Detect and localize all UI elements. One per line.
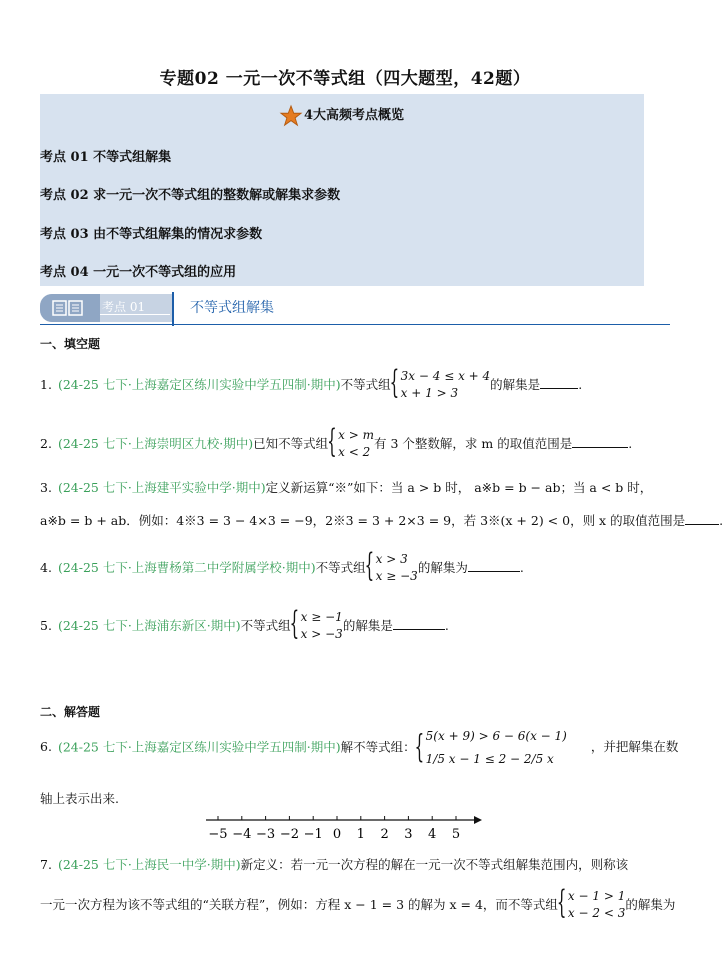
inequality-system: { x > m x < 2 bbox=[328, 427, 374, 462]
number-line-tick-label: 2 bbox=[380, 827, 389, 842]
overview-item-2: 考点 02 求一元一次不等式组的整数解或解集求参数 bbox=[40, 188, 341, 203]
overview-box bbox=[40, 94, 644, 286]
answer-blank[interactable] bbox=[685, 524, 719, 525]
banner-rule bbox=[40, 324, 670, 325]
number-line-tick-label: 3 bbox=[404, 827, 413, 842]
number-line-tick-label: 5 bbox=[451, 827, 461, 842]
section-answer-heading: 二、解答题 bbox=[40, 705, 101, 719]
answer-blank[interactable] bbox=[572, 447, 628, 448]
question-6: 6. (24-25 七下·上海嘉定区练川实验中学五四制·期中)解不等式组： { 5(x + 9) > 6 − 6(x − 1) 1/5 x − 1 ≤ 2 − 2/5 x ，并把解集在数 bbox=[40, 725, 678, 771]
inequality-system: { x ≥ −1 x > −3 bbox=[291, 609, 343, 644]
number-line-tick-label: −1 bbox=[303, 827, 323, 842]
inequality-system: { 5(x + 9) > 6 − 6(x − 1) 1/5 x − 1 ≤ 2 − 2/5 x bbox=[416, 725, 567, 771]
book-icon bbox=[52, 300, 84, 316]
question-4: 4. (24-25 七下·上海曹杨第二中学附属学校·期中)不等式组 { x > 3 x ≥ −3 的解集为 . bbox=[40, 551, 524, 586]
inequality-system: { 3x − 4 ≤ x + 4 x + 1 > 3 bbox=[391, 368, 491, 403]
section-banner bbox=[40, 292, 670, 326]
banner-separator bbox=[172, 292, 174, 326]
number-line-tick-label: 4 bbox=[428, 827, 437, 842]
question-7: 7. (24-25 七下·上海民一中学·期中)新定义：若一元一次方程的解在一元一次不等式组解集范围内，则称该 bbox=[40, 857, 629, 872]
question-source: (24-25 七下·上海嘉定区练川实验中学五四制·期中) bbox=[57, 376, 341, 392]
number-line-tick-label: 1 bbox=[356, 827, 365, 842]
question-source: (24-25 七下·上海建平实验中学·期中) bbox=[57, 480, 266, 495]
question-1: 1. (24-25 七下·上海嘉定区练川实验中学五四制·期中)不等式组 { 3x − 4 ≤ x + 4 x + 1 > 3 的解集是 . bbox=[40, 368, 582, 403]
page-title: 专题02 一元一次不等式组（四大题型，42题） bbox=[159, 69, 531, 89]
banner-tab-underline bbox=[100, 314, 170, 315]
question-3-line-2: a※b = b + ab．例如：4※3 = 3 − 4×3 = −9，2※3 = 3 + 2×3 = 9，若 3※(x + 2) < 0，则 x 的取值范围是 . bbox=[40, 513, 723, 528]
question-5: 5. (24-25 七下·上海浦东新区·期中)不等式组 { x ≥ −1 x > −3 的解集是 . bbox=[40, 609, 449, 644]
inequality-system: { x − 1 > 1 x − 2 < 3 bbox=[558, 888, 625, 923]
banner-topic: 不等式组解集 bbox=[190, 300, 274, 316]
inequality-system: { x > 3 x ≥ −3 bbox=[366, 551, 418, 586]
banner-tab-label: 考点 01 bbox=[102, 300, 146, 314]
number-line-tick-label: −2 bbox=[279, 827, 299, 842]
overview-item-4: 考点 04 一元一次不等式组的应用 bbox=[40, 265, 237, 280]
star-icon bbox=[280, 105, 302, 127]
overview-item-3: 考点 03 由不等式组解集的情况求参数 bbox=[40, 227, 263, 242]
number-line-tick-label: −5 bbox=[208, 827, 228, 842]
question-source: (24-25 七下·上海崇明区九校·期中) bbox=[57, 435, 254, 451]
answer-blank[interactable] bbox=[468, 571, 520, 572]
overview-item-1: 考点 01 不等式组解集 bbox=[40, 150, 172, 165]
question-source: (24-25 七下·上海民一中学·期中) bbox=[57, 857, 241, 872]
question-2: 2. (24-25 七下·上海崇明区九校·期中)已知不等式组 { x > m x < 2 有 3 个整数解，求 m 的取值范围是 . bbox=[40, 427, 632, 462]
answer-blank[interactable] bbox=[393, 629, 445, 630]
question-source: (24-25 七下·上海曹杨第二中学附属学校·期中) bbox=[57, 559, 316, 575]
question-7-line-2: 一元一次方程为该不等式组的“关联方程”，例如：方程 x − 1 = 3 的解为 x = 4，而不等式组 { x − 1 > 1 x − 2 < 3 的解集为 bbox=[40, 888, 675, 923]
number-line-arrow bbox=[474, 816, 482, 824]
overview-heading: 4大高频考点概览 bbox=[40, 104, 644, 127]
question-3: 3. (24-25 七下·上海建平实验中学·期中)定义新运算“※”如下：当 a > b 时， a※b = b − ab；当 a < b 时， bbox=[40, 480, 653, 495]
number-line-tick-label: 0 bbox=[332, 827, 342, 842]
answer-blank[interactable] bbox=[540, 388, 578, 389]
number-line-tick-label: −4 bbox=[232, 827, 252, 842]
question-6-line-2: 轴上表示出来. bbox=[40, 791, 119, 806]
section-fill-heading: 一、填空题 bbox=[40, 337, 101, 351]
question-source: (24-25 七下·上海嘉定区练川实验中学五四制·期中) bbox=[57, 739, 341, 755]
question-source: (24-25 七下·上海浦东新区·期中) bbox=[57, 617, 241, 633]
number-line bbox=[204, 810, 484, 850]
number-line-tick-label: −3 bbox=[256, 827, 276, 842]
